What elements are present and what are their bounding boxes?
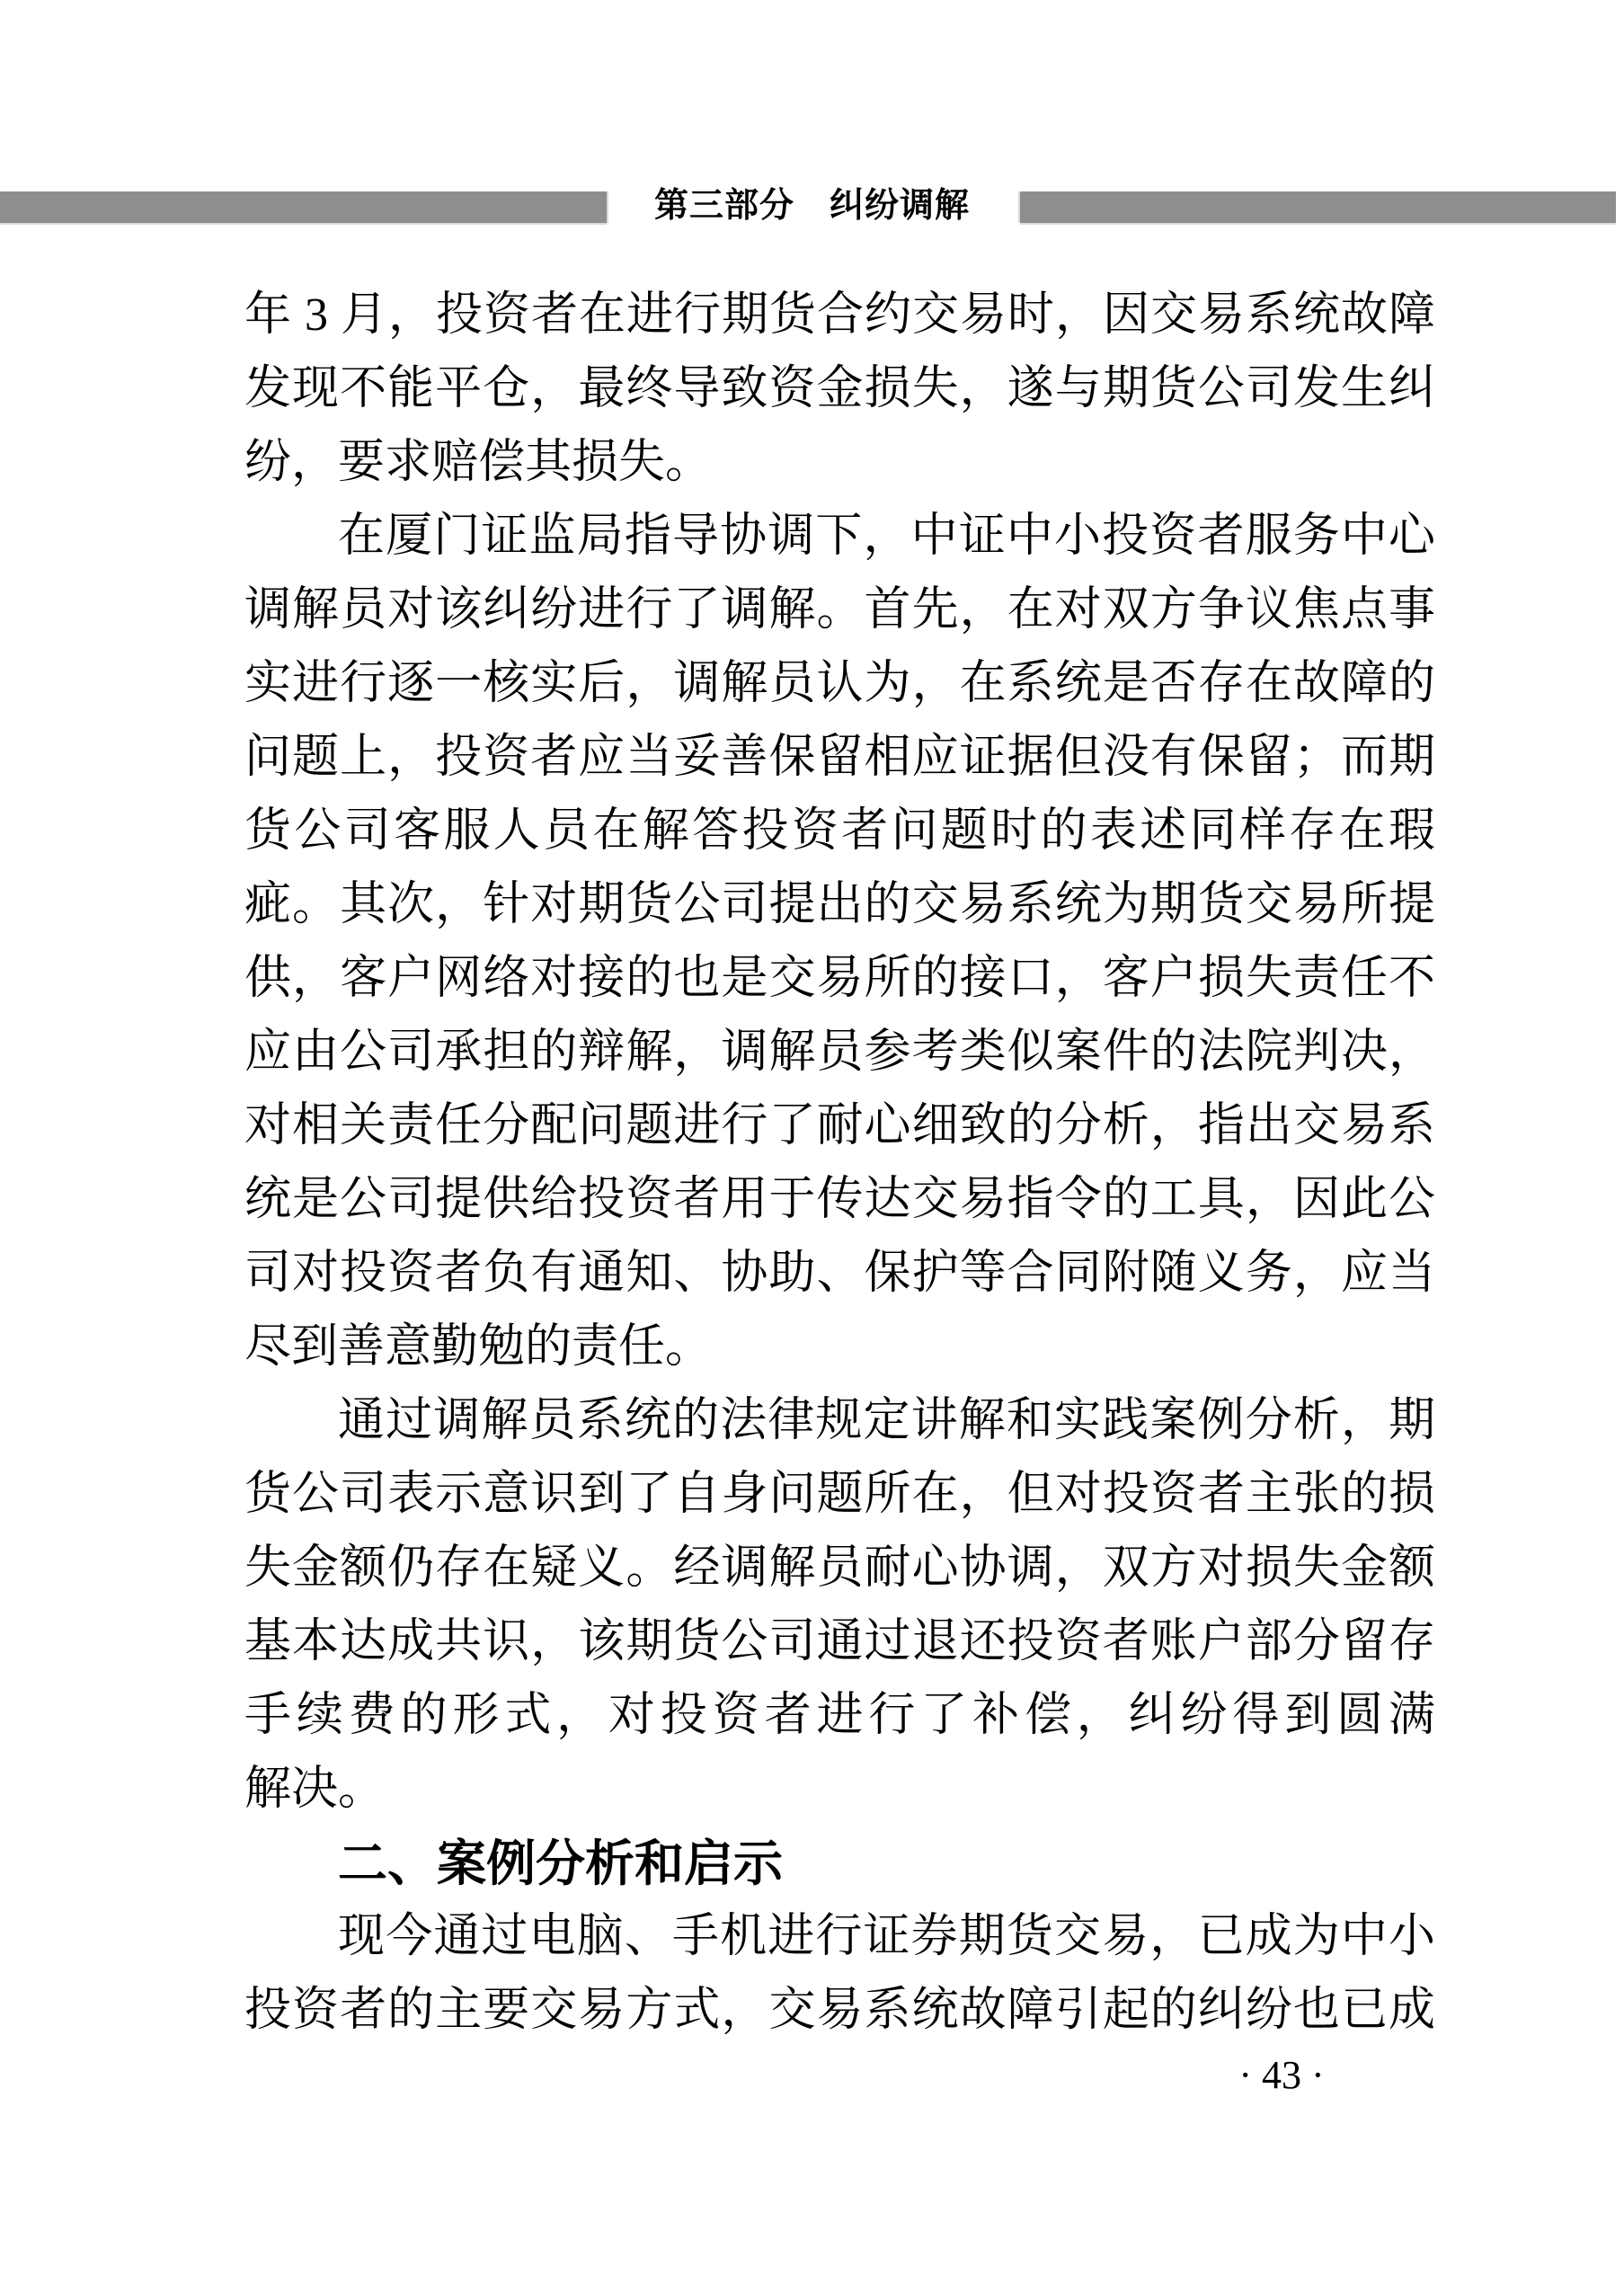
body-line: 调解员对该纠纷进行了调解。首先，在对双方争议焦点事 xyxy=(244,584,1435,635)
section-heading: 二、案例分析和启示 xyxy=(338,1835,784,1891)
body-line: 尽到善意勤勉的责任。 xyxy=(244,1321,713,1373)
body-line: 在厦门证监局指导协调下，中证中小投资者服务中心 xyxy=(338,511,1435,562)
body-line: 问题上，投资者应当妥善保留相应证据但没有保留；而期 xyxy=(244,732,1435,783)
body-line: 司对投资者负有通知、协助、保护等合同附随义务，应当 xyxy=(244,1248,1435,1299)
body-line: 通过调解员系统的法律规定讲解和实践案例分析，期 xyxy=(338,1395,1435,1446)
body-text-column xyxy=(244,279,1435,2048)
body-line: 纷，要求赔偿其损失。 xyxy=(244,437,713,488)
running-header-title: 第三部分 纠纷调解 xyxy=(653,187,970,225)
page-number: · 43 · xyxy=(1238,2053,1325,2097)
body-line: 投资者的主要交易方式，交易系统故障引起的纠纷也已成 xyxy=(244,1985,1435,2036)
body-line: 年 3 月，投资者在进行期货合约交易时，因交易系统故障 xyxy=(244,289,1435,341)
body-line: 实进行逐一核实后，调解员认为，在系统是否存在故障的 xyxy=(244,658,1435,709)
body-line: 疵。其次，针对期货公司提出的交易系统为期货交易所提 xyxy=(244,879,1435,930)
body-line: 供，客户网络对接的也是交易所的接口，客户损失责任不 xyxy=(244,953,1435,1004)
body-line: 货公司表示意识到了自身问题所在，但对投资者主张的损 xyxy=(244,1469,1435,1520)
running-header xyxy=(0,0,1624,243)
body-line: 手续费的形式，对投资者进行了补偿，纠纷得到圆满 xyxy=(244,1690,1435,1741)
body-line: 货公司客服人员在解答投资者问题时的表述同样存在瑕 xyxy=(244,805,1435,857)
body-line: 统是公司提供给投资者用于传达交易指令的工具，因此公 xyxy=(244,1174,1435,1225)
body-line: 对相关责任分配问题进行了耐心细致的分析，指出交易系 xyxy=(244,1100,1435,1151)
body-line: 现今通过电脑、手机进行证券期货交易，已成为中小 xyxy=(338,1911,1435,1962)
body-line: 解决。 xyxy=(244,1764,386,1815)
body-line: 失金额仍存在疑义。经调解员耐心协调，双方对损失金额 xyxy=(244,1542,1435,1594)
body-line: 应由公司承担的辩解，调解员参考类似案件的法院判决， xyxy=(244,1027,1435,1078)
body-line: 基本达成共识，该期货公司通过退还投资者账户部分留存 xyxy=(244,1616,1435,1667)
body-line: 发现不能平仓，最终导致资金损失，遂与期货公司发生纠 xyxy=(244,363,1435,414)
